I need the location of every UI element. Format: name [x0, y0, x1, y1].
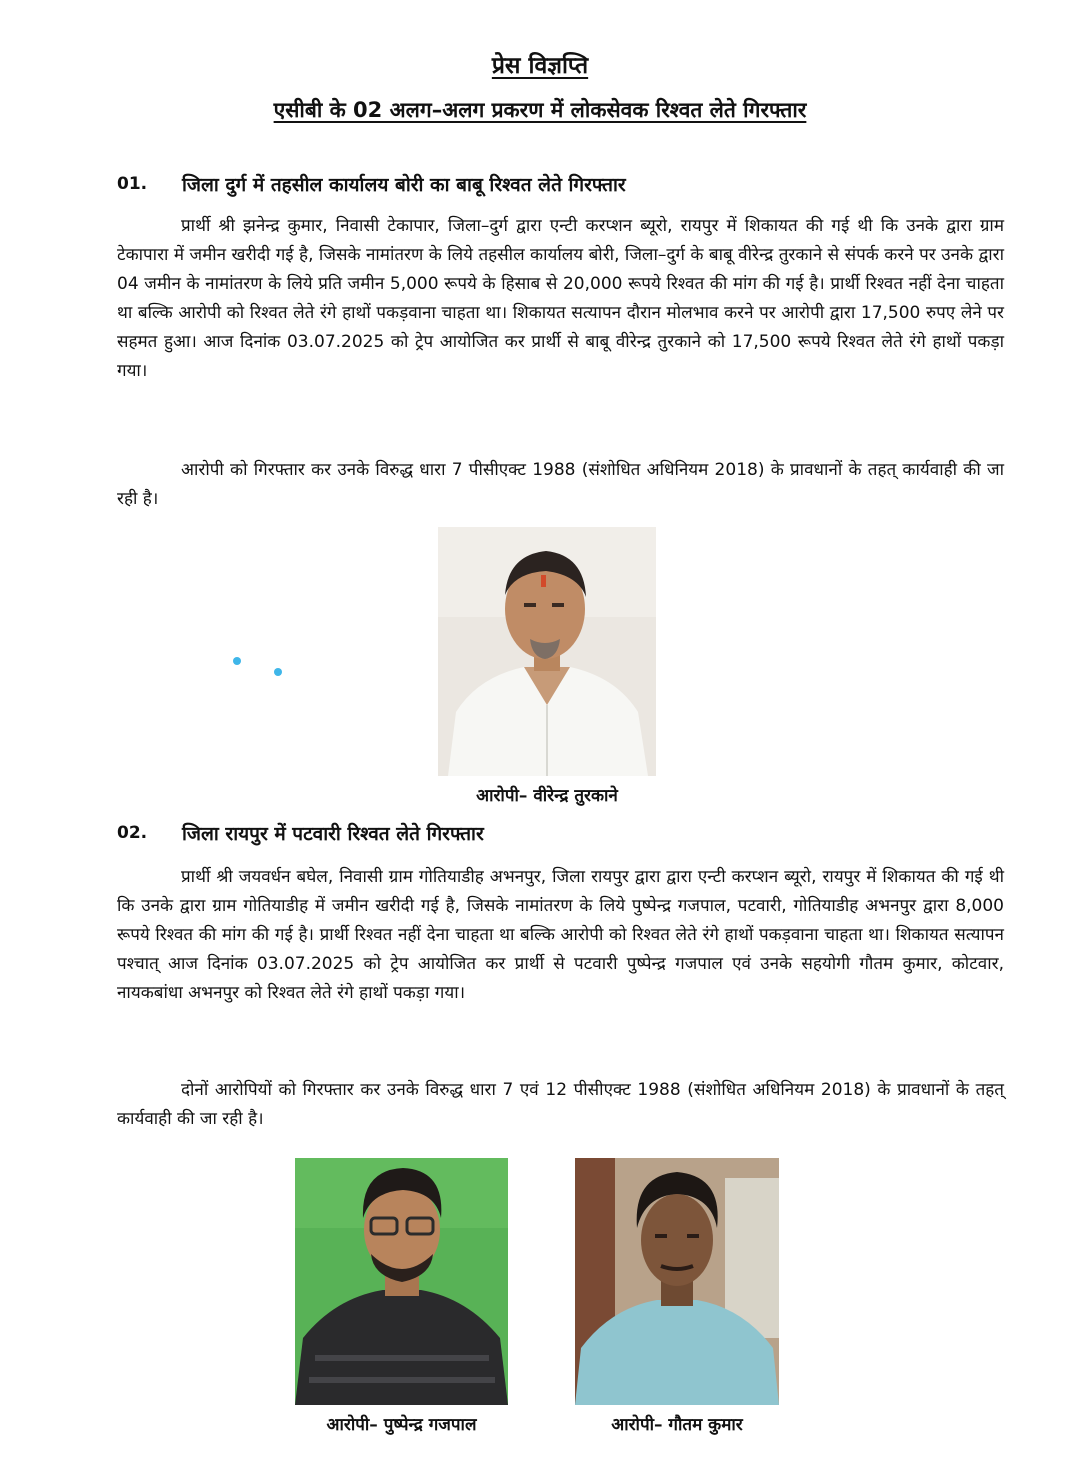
section-1-paragraph-1: प्रार्थी श्री झनेन्द्र कुमार, निवासी टेकापार, जिला–दुर्ग द्वारा एन्टी करप्शन ब्यूरो, रायपुर में शिकायत की गई थी कि उनके द्वारा ग्राम टेकापारा में जमीन खरीदी गई है, जिसके नामांतरण के लिये तहसील कार्यालय बोरी, जिला–दुर्ग के बाबू वीरेन्द्र तुरकाने से संपर्क करने पर उनके द्वारा 04 जमीन के नामांतरण के लिये प्रति जमीन 5,000 रूपये के हिसाब से 20,000 रूपये रिश्वत की मांग की गई है। प्रार्थी रिश्वत नहीं देना चाहता था बल्कि आरोपी को रिश्वत लेते रंगे हाथों पकड़वाना चाहता था। शिकायत सत्यापन दौरान मोलभाव करने पर आरोपी द्वारा 17,500 रुपए लेने पर सहमत हुआ। आज दिनांक 03.07.2025 को ट्रेप आयोजित कर प्रार्थी से बाबू वीरेन्द्र तुरकाने को 17,500 रूपये रिश्वत लेते रंगे हाथों पकड़ा गया।	[117, 216, 1004, 381]
accused-photo-pushpendra	[295, 1158, 508, 1405]
accused-photo-gautam	[575, 1158, 779, 1405]
page-subtitle: एसीबी के 02 अलग–अलग प्रकरण में लोकसेवक रिश्वत लेते गिरफ्तार	[273, 98, 807, 122]
section-1-paragraph-2: आरोपी को गिरफ्तार कर उनके विरुद्ध धारा 7 पीसीएक्ट 1988 (संशोधित अधिनियम 2018) के प्रावधानों के तहत् कार्यवाही की जा रही है।	[117, 460, 1004, 509]
caption-pushpendra: आरोपी– पुष्पेन्द्र गजपाल	[326, 1415, 477, 1435]
section-1-number: 01.	[117, 174, 148, 194]
section-2-paragraph-2: दोनों आरोपियों को गिरफ्तार कर उनके विरुद्ध धारा 7 एवं 12 पीसीएक्ट 1988 (संशोधित अधिनियम 2018) के प्रावधानों के तहत् कार्यवाही की जा रही है।	[117, 1080, 1004, 1129]
page-title: प्रेस विज्ञप्ति	[491, 53, 589, 79]
caption-gautam: आरोपी– गौतम कुमार	[611, 1415, 743, 1435]
section-2-paragraph-1: प्रार्थी श्री जयवर्धन बघेल, निवासी ग्राम गोतियाडीह अभनपुर, जिला रायपुर द्वारा द्वारा एन्टी करप्शन ब्यूरो, रायपुर में शिकायत की गई थी कि उनके द्वारा ग्राम गोतियाडीह में जमीन खरीदी गई है, जिसके नामांतरण के लिये पुष्पेन्द्र गजपाल, पटवारी, गोतियाडीह अभनपुर द्वारा 8,000 रूपये रिश्वत की मांग की गई है। प्रार्थी रिश्वत नहीं देना चाहता था बल्कि आरोपी को रिश्वत लेते रंगे हाथों पकड़वाना चाहता था। शिकायत सत्यापन पश्चात् आज दिनांक 03.07.2025 को ट्रेप आयोजित कर प्रार्थी से पटवारी पुष्पेन्द्र गजपाल एवं उनके सहयोगी गौतम कुमार, कोटवार, नायकबांधा अभनपुर को रिश्वत लेते रंगे हाथों पकड़ा गया।	[117, 867, 1004, 1003]
section-2-number: 02.	[117, 823, 148, 843]
decorative-dot	[233, 657, 241, 665]
section-1-heading: जिला दुर्ग में तहसील कार्यालय बोरी का बाबू रिश्वत लेते गिरफ्तार	[182, 174, 626, 196]
section-2-heading: जिला रायपुर में पटवारी रिश्वत लेते गिरफ्तार	[182, 823, 484, 845]
decorative-dot	[274, 668, 282, 676]
accused-photo-virendra	[438, 527, 656, 776]
caption-virendra: आरोपी– वीरेन्द्र तुरकाने	[476, 786, 618, 806]
